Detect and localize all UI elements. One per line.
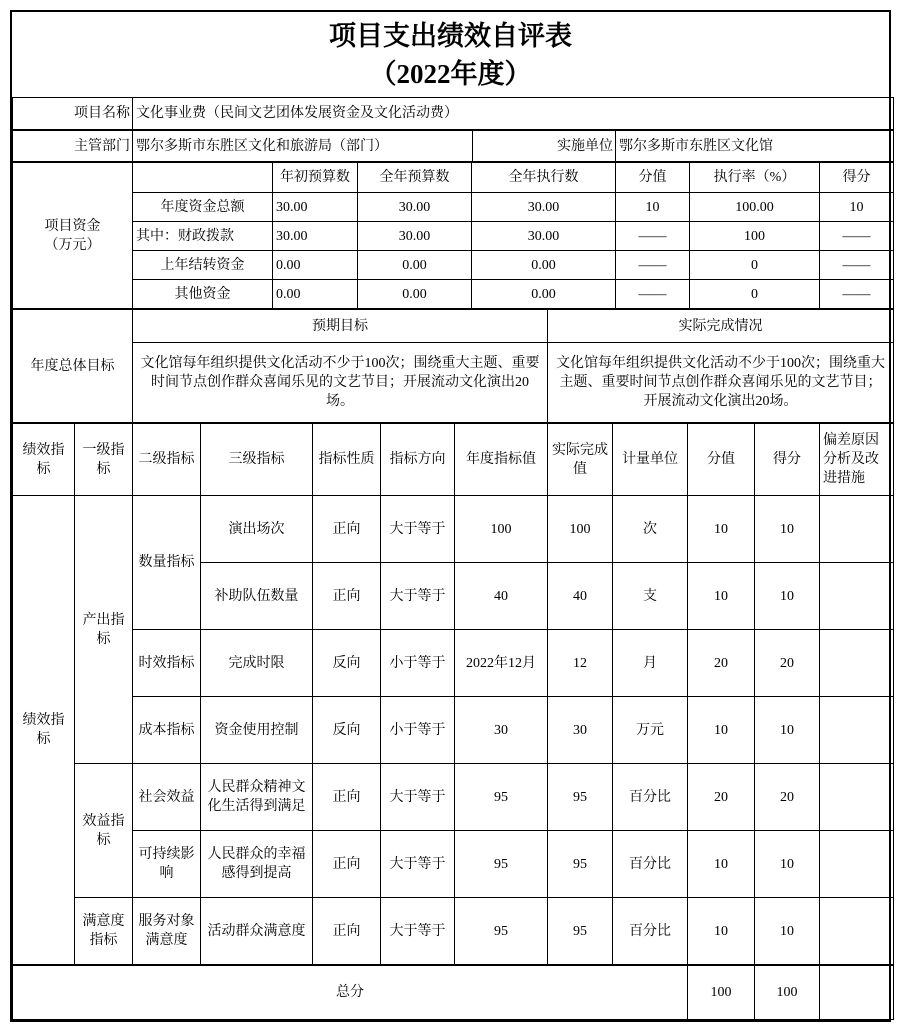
implementing-unit-label: 实施单位: [473, 131, 616, 162]
funds-cell: ——: [616, 251, 690, 280]
direction-cell: 小于等于: [381, 630, 455, 697]
direction-cell: 大于等于: [381, 563, 455, 630]
funds-cell: ——: [820, 222, 894, 251]
implementing-unit-value: 鄂尔多斯市东胜区文化馆: [616, 131, 894, 162]
unit-cell: 月: [613, 630, 688, 697]
nature-cell: 正向: [313, 496, 381, 563]
score-value-cell: 20: [688, 764, 755, 831]
level2-cell: 服务对象满意度: [133, 898, 201, 965]
total-label: 总分: [13, 966, 688, 1020]
table-year-subtitle: （2022年度）: [369, 58, 532, 89]
score-value-cell: 10: [688, 496, 755, 563]
funds-section-label-line2: （万元）: [44, 237, 101, 253]
target-value-cell: 40: [455, 563, 548, 630]
direction-cell: 大于等于: [381, 496, 455, 563]
direction-cell: 大于等于: [381, 764, 455, 831]
indicators-col-header: 绩效指标: [13, 424, 75, 496]
direction-cell: 大于等于: [381, 898, 455, 965]
funds-cell: 0.00: [358, 280, 472, 309]
score-cell: 10: [755, 496, 820, 563]
funds-cell: 0.00: [472, 280, 616, 309]
funds-col-header: 执行率（%）: [690, 163, 820, 193]
indicator-row: [13, 496, 894, 563]
funds-row-label: 其他资金: [133, 280, 273, 309]
funds-header-row: [13, 163, 894, 193]
funds-col-header: 年初预算数: [273, 163, 358, 193]
actual-value-cell: 95: [548, 831, 613, 898]
level1-cell: 满意度指标: [75, 898, 133, 965]
funds-col-header: 分值: [616, 163, 690, 193]
funds-cell: 10: [820, 193, 894, 222]
deviation-cell: [820, 697, 894, 764]
target-value-cell: 2022年12月: [455, 630, 548, 697]
indicators-col-header: 一级指标: [75, 424, 133, 496]
actual-goal-header: 实际完成情况: [548, 310, 894, 343]
funds-cell: 0: [690, 251, 820, 280]
indicator-row: [13, 697, 894, 764]
target-value-cell: 100: [455, 496, 548, 563]
score-cell: 10: [755, 898, 820, 965]
unit-cell: 次: [613, 496, 688, 563]
funds-row-label: 上年结转资金: [133, 251, 273, 280]
funds-row-other: [13, 280, 894, 309]
nature-cell: 反向: [313, 697, 381, 764]
score-value-cell: 10: [688, 563, 755, 630]
goals-text-row: [13, 343, 894, 423]
level1-cell: 效益指标: [75, 764, 133, 898]
nature-cell: 反向: [313, 630, 381, 697]
score-cell: 20: [755, 630, 820, 697]
project-name-value: 文化事业费（民间文艺团体发展资金及文化活动费）: [133, 98, 894, 130]
funds-row-label: 年度资金总额: [133, 193, 273, 222]
department-row: [13, 131, 894, 162]
funds-cell: 0.00: [358, 251, 472, 280]
funds-cell: ——: [616, 280, 690, 309]
score-value-cell: 20: [688, 630, 755, 697]
level3-cell: 人民群众精神文化生活得到满足: [201, 764, 313, 831]
nature-cell: 正向: [313, 764, 381, 831]
funds-cell: ——: [820, 280, 894, 309]
score-cell: 20: [755, 764, 820, 831]
direction-cell: 大于等于: [381, 831, 455, 898]
total-score: 100: [755, 966, 820, 1020]
indicators-col-header: 分值: [688, 424, 755, 496]
funds-cell: 30.00: [472, 222, 616, 251]
total-score-row: [13, 966, 894, 1020]
total-score-value: 100: [688, 966, 755, 1020]
funds-col-header: 全年预算数: [358, 163, 472, 193]
level2-cell: 数量指标: [133, 496, 201, 630]
indicator-row: [13, 831, 894, 898]
total-score-table: [12, 965, 894, 1020]
score-cell: 10: [755, 563, 820, 630]
total-deviation-cell: [820, 966, 894, 1020]
indicators-col-header: 指标性质: [313, 424, 381, 496]
funds-cell: 0.00: [273, 251, 358, 280]
indicators-section-label: 绩效指标: [13, 496, 75, 965]
annual-goal-label: 年度总体目标: [13, 310, 133, 423]
indicators-col-header: 实际完成值: [548, 424, 613, 496]
funds-row-label: 其中：财政拨款: [133, 222, 273, 251]
indicators-col-header: 年度指标值: [455, 424, 548, 496]
funds-cell: 30.00: [358, 193, 472, 222]
goals-header-row: [13, 310, 894, 343]
funds-cell: ——: [820, 251, 894, 280]
unit-cell: 支: [613, 563, 688, 630]
score-cell: 10: [755, 831, 820, 898]
level3-cell: 补助队伍数量: [201, 563, 313, 630]
indicators-col-header: 得分: [755, 424, 820, 496]
target-value-cell: 95: [455, 831, 548, 898]
funds-col-header: 得分: [820, 163, 894, 193]
level3-cell: 人民群众的幸福感得到提高: [201, 831, 313, 898]
level2-cell: 社会效益: [133, 764, 201, 831]
deviation-cell: [820, 630, 894, 697]
actual-value-cell: 100: [548, 496, 613, 563]
nature-cell: 正向: [313, 563, 381, 630]
funds-section-label-line1: 项目资金: [44, 218, 101, 234]
indicator-row: [13, 898, 894, 965]
level2-cell: 可持续影响: [133, 831, 201, 898]
indicators-col-header: 偏差原因分析及改进措施: [820, 424, 894, 496]
target-value-cell: 30: [455, 697, 548, 764]
funds-cell: 100: [690, 222, 820, 251]
project-name-label: 项目名称: [13, 98, 133, 130]
direction-cell: 小于等于: [381, 697, 455, 764]
funds-cell: 30.00: [273, 193, 358, 222]
actual-goal-text: 文化馆每年组织提供文化活动不少于100次；围绕重大主题、重要时间节点创作群众喜闻乐见的文艺节目；开展流动文化演出20场。: [548, 343, 894, 423]
indicators-col-header: 二级指标: [133, 424, 201, 496]
level3-cell: 演出场次: [201, 496, 313, 563]
score-value-cell: 10: [688, 831, 755, 898]
indicators-table: [12, 423, 894, 965]
level3-cell: 资金使用控制: [201, 697, 313, 764]
indicators-header-row: [13, 424, 894, 496]
indicators-col-header: 三级指标: [201, 424, 313, 496]
funds-cell: 30.00: [472, 193, 616, 222]
indicators-col-header: 计量单位: [613, 424, 688, 496]
actual-value-cell: 95: [548, 898, 613, 965]
score-value-cell: 10: [688, 898, 755, 965]
funds-header-spacer: [133, 163, 273, 193]
nature-cell: 正向: [313, 831, 381, 898]
funds-col-header: 全年执行数: [472, 163, 616, 193]
level3-cell: 完成时限: [201, 630, 313, 697]
target-value-cell: 95: [455, 898, 548, 965]
funds-cell: 30.00: [358, 222, 472, 251]
funds-cell: 10: [616, 193, 690, 222]
funds-row-carryover: [13, 251, 894, 280]
deviation-cell: [820, 898, 894, 965]
unit-cell: 万元: [613, 697, 688, 764]
table-title: 项目支出绩效自评表: [329, 20, 572, 51]
score-cell: 10: [755, 697, 820, 764]
funds-cell: 0.00: [472, 251, 616, 280]
indicator-row: [13, 764, 894, 831]
annual-goals-table: [12, 309, 894, 423]
performance-self-evaluation-table: [10, 10, 891, 1022]
expected-goal-text: 文化馆每年组织提供文化活动不少于100次；围绕重大主题、重要时间节点创作群众喜闻乐见的文艺节目；开展流动文化演出20场。: [133, 343, 548, 423]
indicators-col-header: 指标方向: [381, 424, 455, 496]
funds-cell: 0: [690, 280, 820, 309]
department-label: 主管部门: [13, 131, 133, 162]
actual-value-cell: 30: [548, 697, 613, 764]
level3-cell: 活动群众满意度: [201, 898, 313, 965]
actual-value-cell: 12: [548, 630, 613, 697]
funds-cell: 100.00: [690, 193, 820, 222]
unit-cell: 百分比: [613, 831, 688, 898]
title-block: [12, 12, 889, 97]
level2-cell: 成本指标: [133, 697, 201, 764]
deviation-cell: [820, 764, 894, 831]
deviation-cell: [820, 831, 894, 898]
funds-cell: ——: [616, 222, 690, 251]
level1-cell: 产出指标: [75, 496, 133, 764]
funds-cell: 30.00: [273, 222, 358, 251]
actual-value-cell: 40: [548, 563, 613, 630]
funds-row-total: [13, 193, 894, 222]
target-value-cell: 95: [455, 764, 548, 831]
funds-section-label: [13, 163, 133, 309]
funds-cell: 0.00: [273, 280, 358, 309]
funds-table: [12, 162, 894, 309]
unit-cell: 百分比: [613, 898, 688, 965]
level2-cell: 时效指标: [133, 630, 201, 697]
actual-value-cell: 95: [548, 764, 613, 831]
project-name-row: [13, 98, 894, 130]
project-name-table: [12, 97, 894, 130]
expected-goal-header: 预期目标: [133, 310, 548, 343]
department-table: [12, 130, 894, 162]
score-value-cell: 10: [688, 697, 755, 764]
deviation-cell: [820, 496, 894, 563]
nature-cell: 正向: [313, 898, 381, 965]
funds-row-fiscal: [13, 222, 894, 251]
department-value: 鄂尔多斯市东胜区文化和旅游局（部门）: [133, 131, 473, 162]
indicator-row: [13, 630, 894, 697]
unit-cell: 百分比: [613, 764, 688, 831]
deviation-cell: [820, 563, 894, 630]
